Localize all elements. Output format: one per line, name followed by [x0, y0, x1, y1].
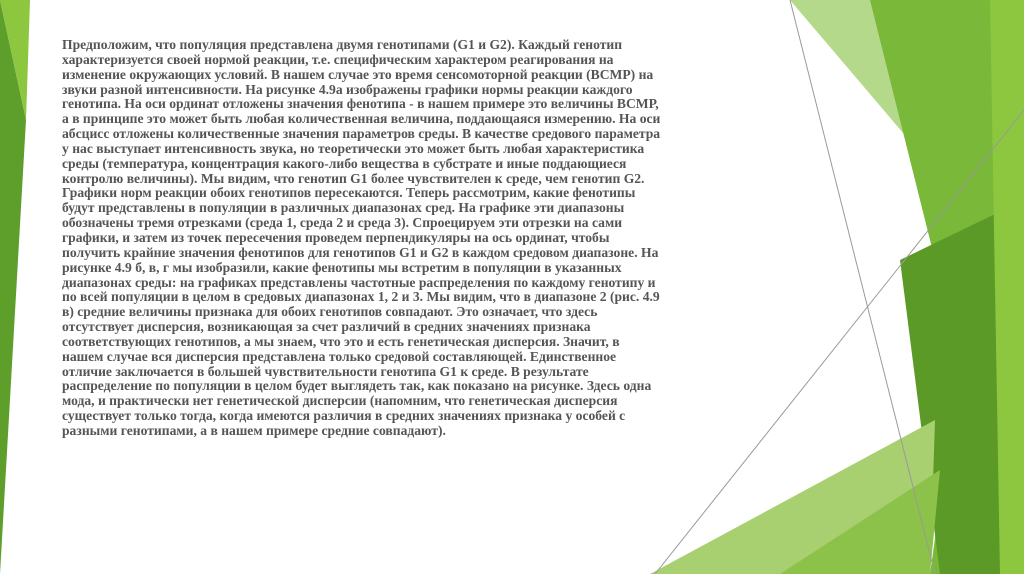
body-paragraph: Предположим, что популяция представлена двумя генотипами (G1 и G2). Каждый генотип характеризуется своей нормой реакции, т.е. специфическим характером реагирования на изменение окружающих условий. В нашем случае это время сенсомоторной реакции (ВСМР) на звуки разной интенсивности. На рисунке 4.9а изображены графики нормы реакции каждого генотипа. На оси ординат отложены значения фенотипа - в нашем примере это величины ВСМР, а в принципе это может быть любая количественная величина, поддающаяся измерению. На оси абсцисс отложены количественные значения параметров среды. В качестве средового параметра у нас выступает интенсивность звука, но теоретически это может быть любая характеристика среды (температура, концентрация какого-либо вещества в субстрате и иные поддающиеся контролю величины). Мы видим, что генотип G1 более чувствителен к среде, чем генотип G2. Графики норм реакции обоих генотипов пересекаются. Теперь рассмотрим, какие фенотипы будут представлены в популяции в различных диапазонах сред. На графике эти диапазоны обозначены тремя отрезками (среда 1, среда 2 и среда 3). Спроецируем эти отрезки на сами графики, и затем из точек пересечения проведем перпендикуляры на ось ординат, чтобы получить крайние значения фенотипов для генотипов G1 и G2 в каждом средовом диапазоне. На рисунке 4.9 б, в, г мы изобразили, какие фенотипы мы встретим в популяции в указанных диапазонах среды: на графиках представлены частотные распределения по каждому генотипу и по всей популяции в целом в средовых диапазонах 1, 2 и 3. Мы видим, что в диапазоне 2 (рис. 4.9 в) средние величины признака для обоих генотипов совпадают. Это означает, что здесь отсутствует дисперсия, возникающая за счет различий в средних значениях признака соответствующих генотипов, а мы знаем, что это и есть генетическая дисперсия. Значит, в нашем случае вся дисперсия представлена только средовой составляющей. Единственное отличие заключается в большей чувствительности генотипа G1 к среде. В результате распределение по популяции в целом будет выглядеть так, как показано на рисунке. Здесь одна мода, и практически нет генетической дисперсии (напомним, что генетическая дисперсия существует только тогда, когда имеются различия в средних значениях признака у особей с разными генотипами, а в нашем примере средние совпадают).	[62, 37, 661, 438]
left-green-triangle-decoration	[0, 0, 30, 574]
